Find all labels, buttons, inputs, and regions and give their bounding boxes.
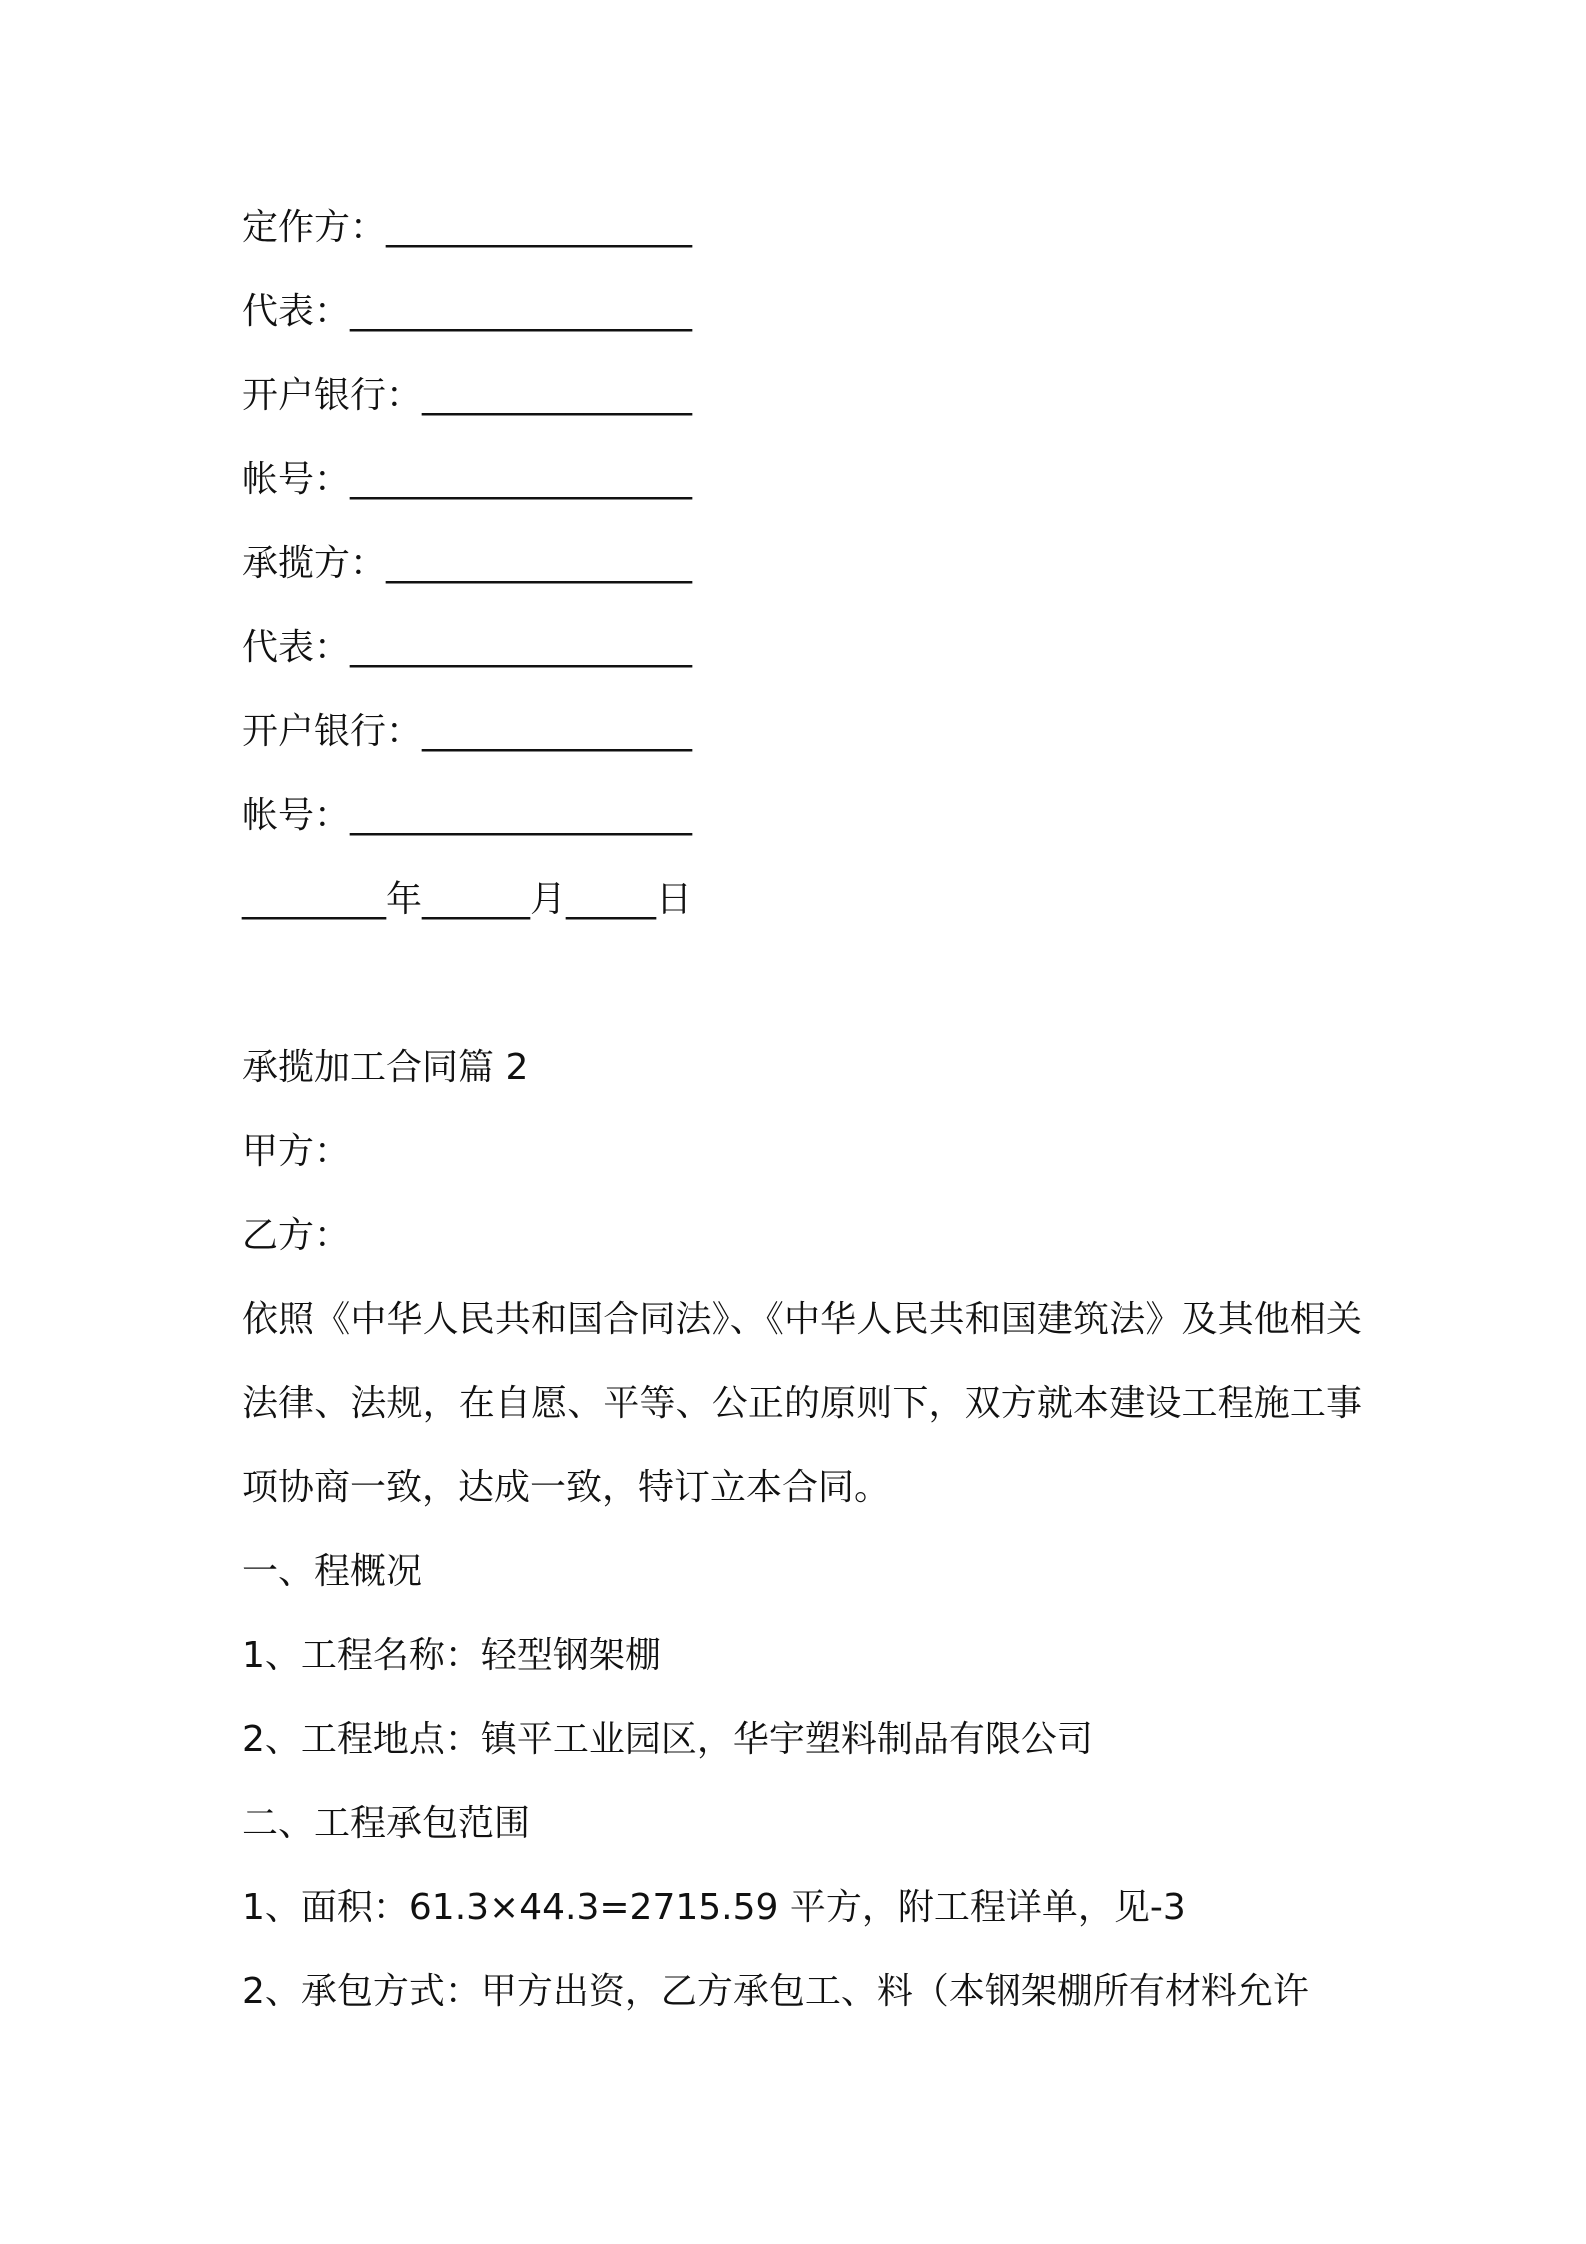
party-a-label: 甲方： xyxy=(242,1131,351,1172)
signature-line-orderer: 定作方：_________________ xyxy=(242,207,693,248)
clause-1-item-1: 1、工程名称：轻型钢架棚 xyxy=(242,1635,661,1676)
signature-line-orderer-bank: 开户银行：_______________ xyxy=(242,375,693,416)
party-b-label: 乙方： xyxy=(242,1215,351,1256)
clause-2-item-1: 1、面积：61.3×44.3=2715.59 平方，附工程详单，见-3 xyxy=(242,1887,1186,1928)
clause-2-heading: 二、工程承包范围 xyxy=(242,1803,531,1844)
clause-1-item-2: 2、工程地点：镇平工业园区，华宇塑料制品有限公司 xyxy=(242,1719,1093,1760)
clause-2-item-2: 2、承包方式：甲方出资，乙方承包工、料（本钢架棚所有材料允许 xyxy=(242,1971,1309,2012)
signature-date-line: ________年______月_____日 xyxy=(242,879,692,920)
intro-paragraph: 依照《中华人民共和国合同法》、《中华人民共和国建筑法》及其他相关法律、法规，在自愿、平等、公正的原则下，双方就本建设工程施工事项协商一致，达成一致，特订立本合同。 xyxy=(242,1299,1362,1508)
signature-line-orderer-account: 帐号：___________________ xyxy=(242,459,693,500)
section-title: 承揽加工合同篇 2 xyxy=(242,1047,529,1088)
signature-line-contractor-account: 帐号：___________________ xyxy=(242,795,693,836)
signature-line-contractor: 承揽方：_________________ xyxy=(242,543,693,584)
signature-line-contractor-bank: 开户银行：_______________ xyxy=(242,711,693,752)
clause-1-heading: 一、程概况 xyxy=(242,1551,423,1592)
signature-line-contractor-representative: 代表：___________________ xyxy=(242,627,693,668)
signature-line-orderer-representative: 代表：___________________ xyxy=(242,291,693,332)
